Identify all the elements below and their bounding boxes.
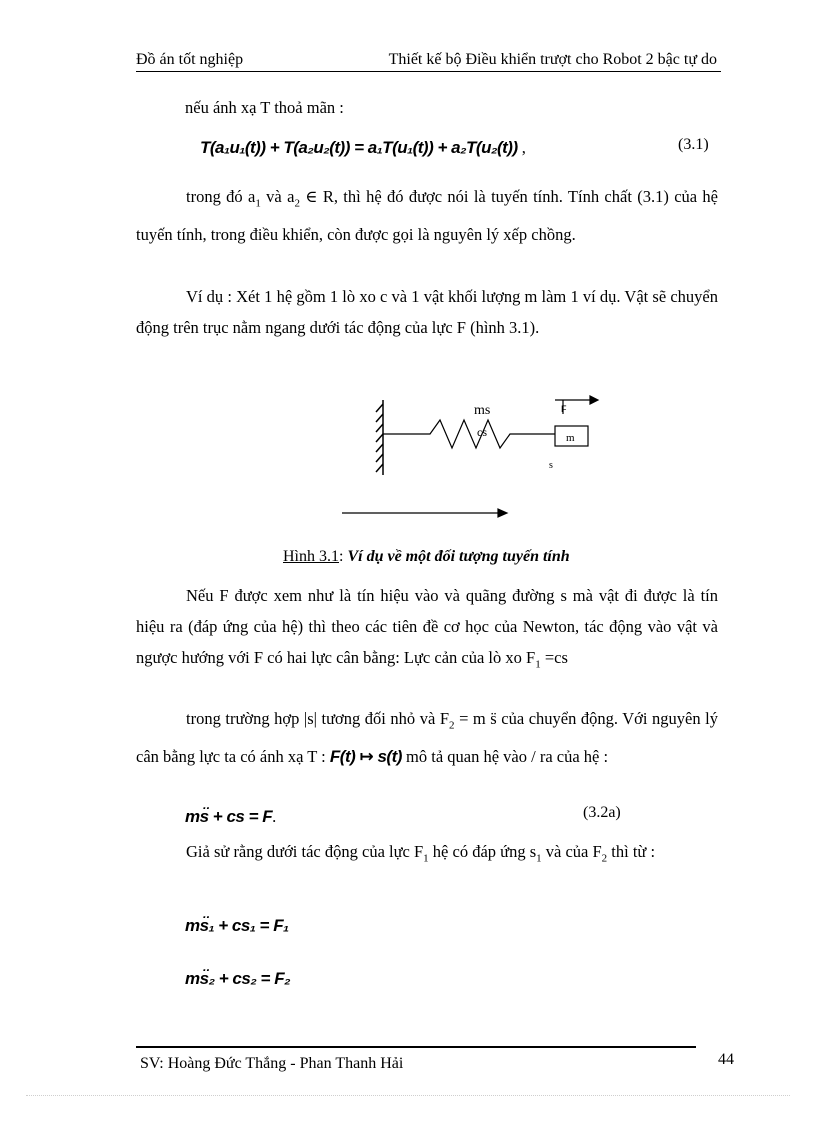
para1-text-a: trong đó a: [186, 187, 256, 206]
equation-3-1-number: (3.1): [678, 136, 709, 153]
figure-caption: [283, 548, 570, 566]
para3-text-a: Nếu F được xem như là tín hiệu vào và quãng đường s mà vật đi được là tín hiệu ra (đáp ứng của hệ) thì theo các tiên đề cơ học của Newton, tác động vào vật và ngược hướng với F có hai lực cân bằng: Lực cản của lò xo F: [136, 586, 718, 667]
para4-text-c: mô tả quan hệ vào / ra của hệ :: [401, 747, 609, 767]
para3-text-b: =cs: [540, 648, 568, 667]
caption-colon: :: [339, 548, 348, 565]
header-right: Thiết kế bộ Điều khiển trượt cho Robot 2 bậc tự do: [388, 51, 717, 68]
equation-3-2a-expr: ms̈ + cs = F: [185, 807, 273, 826]
label-m: m: [566, 432, 575, 444]
para1-sub1: 1: [255, 197, 261, 210]
para5-text-d: thì từ :: [607, 842, 656, 861]
para1-text-c: ∈ R, thì hệ đó được nói là tuyến tính. Tính chất (3.1) của hệ tuyến tính, trong điều khiển, còn được gọi là nguyên lý xếp chồng.: [136, 187, 719, 245]
footer-authors: SV: Hoàng Đức Thắng - Phan Thanh Hải: [140, 1055, 404, 1072]
label-F: F: [561, 404, 567, 414]
mapping-expr: F(t) ↦ s(t): [329, 747, 402, 767]
paragraph-newton: [136, 580, 718, 680]
para1-sub2: 2: [294, 197, 300, 210]
equation-3-1-expr: T(a₁u₁(t)) + T(a₂u₂(t)) = a₁T(u₁(t)) + a₂T(u₂(t)): [200, 138, 518, 157]
paragraph-linearity: [136, 181, 718, 250]
spring-mass-figure: [330, 390, 620, 530]
para3-sub: 1: [535, 658, 541, 671]
equation-3-1-tail: ,: [517, 138, 526, 157]
equation-s2: ms̈₂ + cs₂ = F₂: [185, 969, 291, 988]
page-bottom-border: [26, 1095, 790, 1096]
wall: [376, 400, 383, 475]
para1-text-b: và a: [260, 187, 295, 206]
equation-s1: ms̈₁ + cs₁ = F₁: [185, 916, 289, 935]
spring: [383, 420, 555, 448]
para4-sub: 2: [449, 719, 455, 732]
paragraph-mapping: [136, 703, 718, 772]
para5-sub2: 1: [536, 852, 542, 865]
label-s: s: [549, 460, 553, 471]
para4-text-a: trong trường hợp |s| tương đối nhỏ và F: [186, 709, 450, 728]
para5-text-a: Giả sử rằng dưới tác động của lực F: [186, 842, 424, 861]
equation-3-2a: [185, 801, 276, 832]
label-cs: cs: [477, 425, 487, 439]
para5-text-c: và của F: [541, 842, 602, 861]
page-number: 44: [718, 1051, 734, 1068]
paragraph-superposition: [136, 836, 718, 874]
s-axis-arrow: [342, 509, 507, 517]
caption-prefix: Hình 3.1: [283, 548, 339, 565]
equation-3-1: [200, 132, 526, 163]
label-ms: ms: [474, 403, 491, 418]
para5-sub1: 1: [423, 852, 429, 865]
caption-title: Ví dụ về một đối tượng tuyến tính: [347, 548, 570, 565]
header-left: Đồ án tốt nghiệp: [136, 51, 244, 68]
para4-text-b: = m s̈ của chuyển động. Với nguyên lý cân bằng lực ta có ánh xạ T :: [136, 709, 718, 767]
intro-text: nếu ánh xạ T thoả mãn :: [185, 98, 344, 117]
para5-text-b: hệ có đáp ứng s: [428, 842, 537, 861]
paragraph-example: Ví dụ : Xét 1 hệ gồm 1 lò xo c và 1 vật khối lượng m làm 1 ví dụ. Vật sẽ chuyển động trên trục nằm ngang dưới tác động của lực F (hình 3.1).: [136, 287, 718, 337]
equation-3-2a-number: (3.2a): [583, 804, 621, 821]
page-header: [136, 51, 721, 72]
equation-3-2a-tail: .: [272, 807, 277, 826]
para5-sub3: 2: [601, 852, 608, 865]
footer-rule: [136, 1046, 696, 1048]
